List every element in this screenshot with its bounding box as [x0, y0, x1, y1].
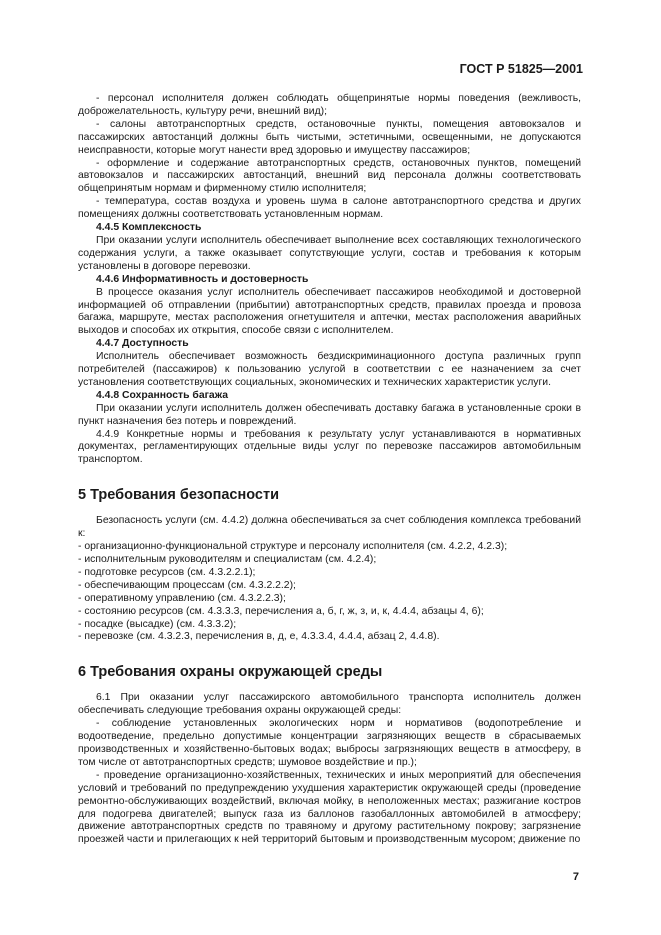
- paragraph: Безопасность услуги (см. 4.4.2) должна обеспечиваться за счет соблюдения комплекса требований к:: [78, 515, 581, 540]
- section-title: 5 Требования безопасности: [78, 487, 280, 504]
- list-item: - оформление и содержание автотранспортных средств, остановочных пунктов, помещений автовокзалов и пассажирских автостанций, внешний вид персонала должны соответствовать общепринятым нормам и фирменному стилю исполнителя;: [78, 157, 581, 195]
- list-item: - оперативному управлению (см. 4.3.2.2.3);: [78, 592, 286, 604]
- list-item: - температура, состав воздуха и уровень шума в салоне автотранспортного средства и других помещениях должны соответствовать установленным нормам.: [78, 196, 581, 221]
- standard-code: ГОСТ Р 51825—2001: [459, 62, 583, 76]
- subsection-heading: 4.4.7 Доступность: [96, 338, 189, 350]
- list-item: - соблюдение установленных экологических норм и нормативов (водопотребление и водоотведение, предельно допустимые концентрации загрязняющих веществ в сбрасываемых производственных и хозяйственно-бытовых водах; выбросы загрязняющих веществ в атмосферу, в том числе от автотранспортных средств; шумовое воздействие и пр.);: [78, 718, 581, 768]
- paragraph: При оказании услуги исполнитель должен обеспечивать доставку багажа в установленные сроки в пункт назначения без потерь и повреждений.: [78, 402, 581, 427]
- page-number: 7: [572, 871, 579, 883]
- list-item: - обеспечивающим процессам (см. 4.3.2.2.2);: [78, 579, 296, 591]
- list-item: - перевозке (см. 4.3.2.3, перечисления в, д, е, 4.3.3.4, 4.4.4, абзац 2, 4.4.8).: [78, 631, 440, 643]
- list-item: - персонал исполнителя должен соблюдать общепринятые нормы поведения (вежливость, доброжелательность, культуру речи, внешний вид);: [78, 93, 581, 117]
- subsection-heading: 4.4.5 Комплексность: [96, 222, 202, 234]
- subsection-heading: 4.4.6 Информативность и достоверность: [96, 273, 309, 285]
- paragraph: 4.4.9 Конкретные нормы и требования к результату услуг устанавливаются в нормативных документах, регламентирующих отдельные виды услуг по перевозке пассажиров автомобильным транспортом.: [78, 428, 581, 466]
- section-title: 6 Требования охраны окружающей среды: [78, 664, 383, 681]
- paragraph: В процессе оказания услуг исполнитель обеспечивает пассажиров необходимой и достоверной информацией об отправлении (прибытии) автотранспортных средств, правилах проезда и провоза багажа, маршруте, местах расположения огнетушителя и аптечки, местах расположения аварийных выходов и способах их открытия, способе связи с исполнителем.: [78, 286, 581, 337]
- paragraph: 6.1 При оказании услуг пассажирского автомобильного транспорта исполнитель должен обеспечивать следующие требования охраны окружающей среды:: [78, 692, 581, 717]
- list-item: - салоны автотранспортных средств, остановочные пункты, помещения автовокзалов и пассажирских автостанций должны быть чистыми, эстетичными, освещенными, не допускаются неисправности, которые могут нанести вред здоровью и имуществу пассажиров;: [78, 118, 581, 156]
- list-item: - подготовке ресурсов (см. 4.3.2.2.1);: [78, 566, 256, 578]
- paragraph: Исполнитель обеспечивает возможность бездискриминационного доступа различных групп потребителей (пассажиров) к пользованию услугой в соответствии с ее назначением за счет установления соответствующих социальных, экономических и технических характеристик услуги.: [78, 351, 581, 388]
- list-item: - состоянию ресурсов (см. 4.3.3.3, перечисления а, б, г, ж, з, и, к, 4.4.4, абзацы 4, 6);: [78, 605, 484, 617]
- subsection-heading: 4.4.8 Сохранность багажа: [96, 389, 228, 401]
- page-content: [78, 93, 581, 847]
- list-item: - исполнительным руководителям и специалистам (см. 4.2.4);: [78, 554, 377, 565]
- paragraph: При оказании услуги исполнитель обеспечивает выполнение всех составляющих технологического содержания услуги, а также оказывает сопутствующие услуги, состав и требования к которым установлены в договоре перевозки.: [78, 234, 581, 272]
- list-item: - организационно-функциональной структуре и персоналу исполнителя (см. 4.2.2, 4.2.3);: [78, 541, 508, 553]
- list-item: - посадке (высадке) (см. 4.3.3.2);: [78, 618, 237, 630]
- list-item: - проведение организационно-хозяйственных, технических и иных мероприятий для обеспечения условий и требований по предупреждению ухудшения характеристик окружающей среды (проведение ремонтно-обслуживающих воздействий, включая мойку, в неположенных местах; разжигание костров для подогрева двигателей; выпуск газа из баллонов газобаллонных автомобилей в атмосферу; движение автотранспортных средств по травяному и другому растительному покрову; загрязнение проезжей части и прилегающих к ней территорий бытовым и производственным мусором; движение по: [78, 769, 581, 846]
